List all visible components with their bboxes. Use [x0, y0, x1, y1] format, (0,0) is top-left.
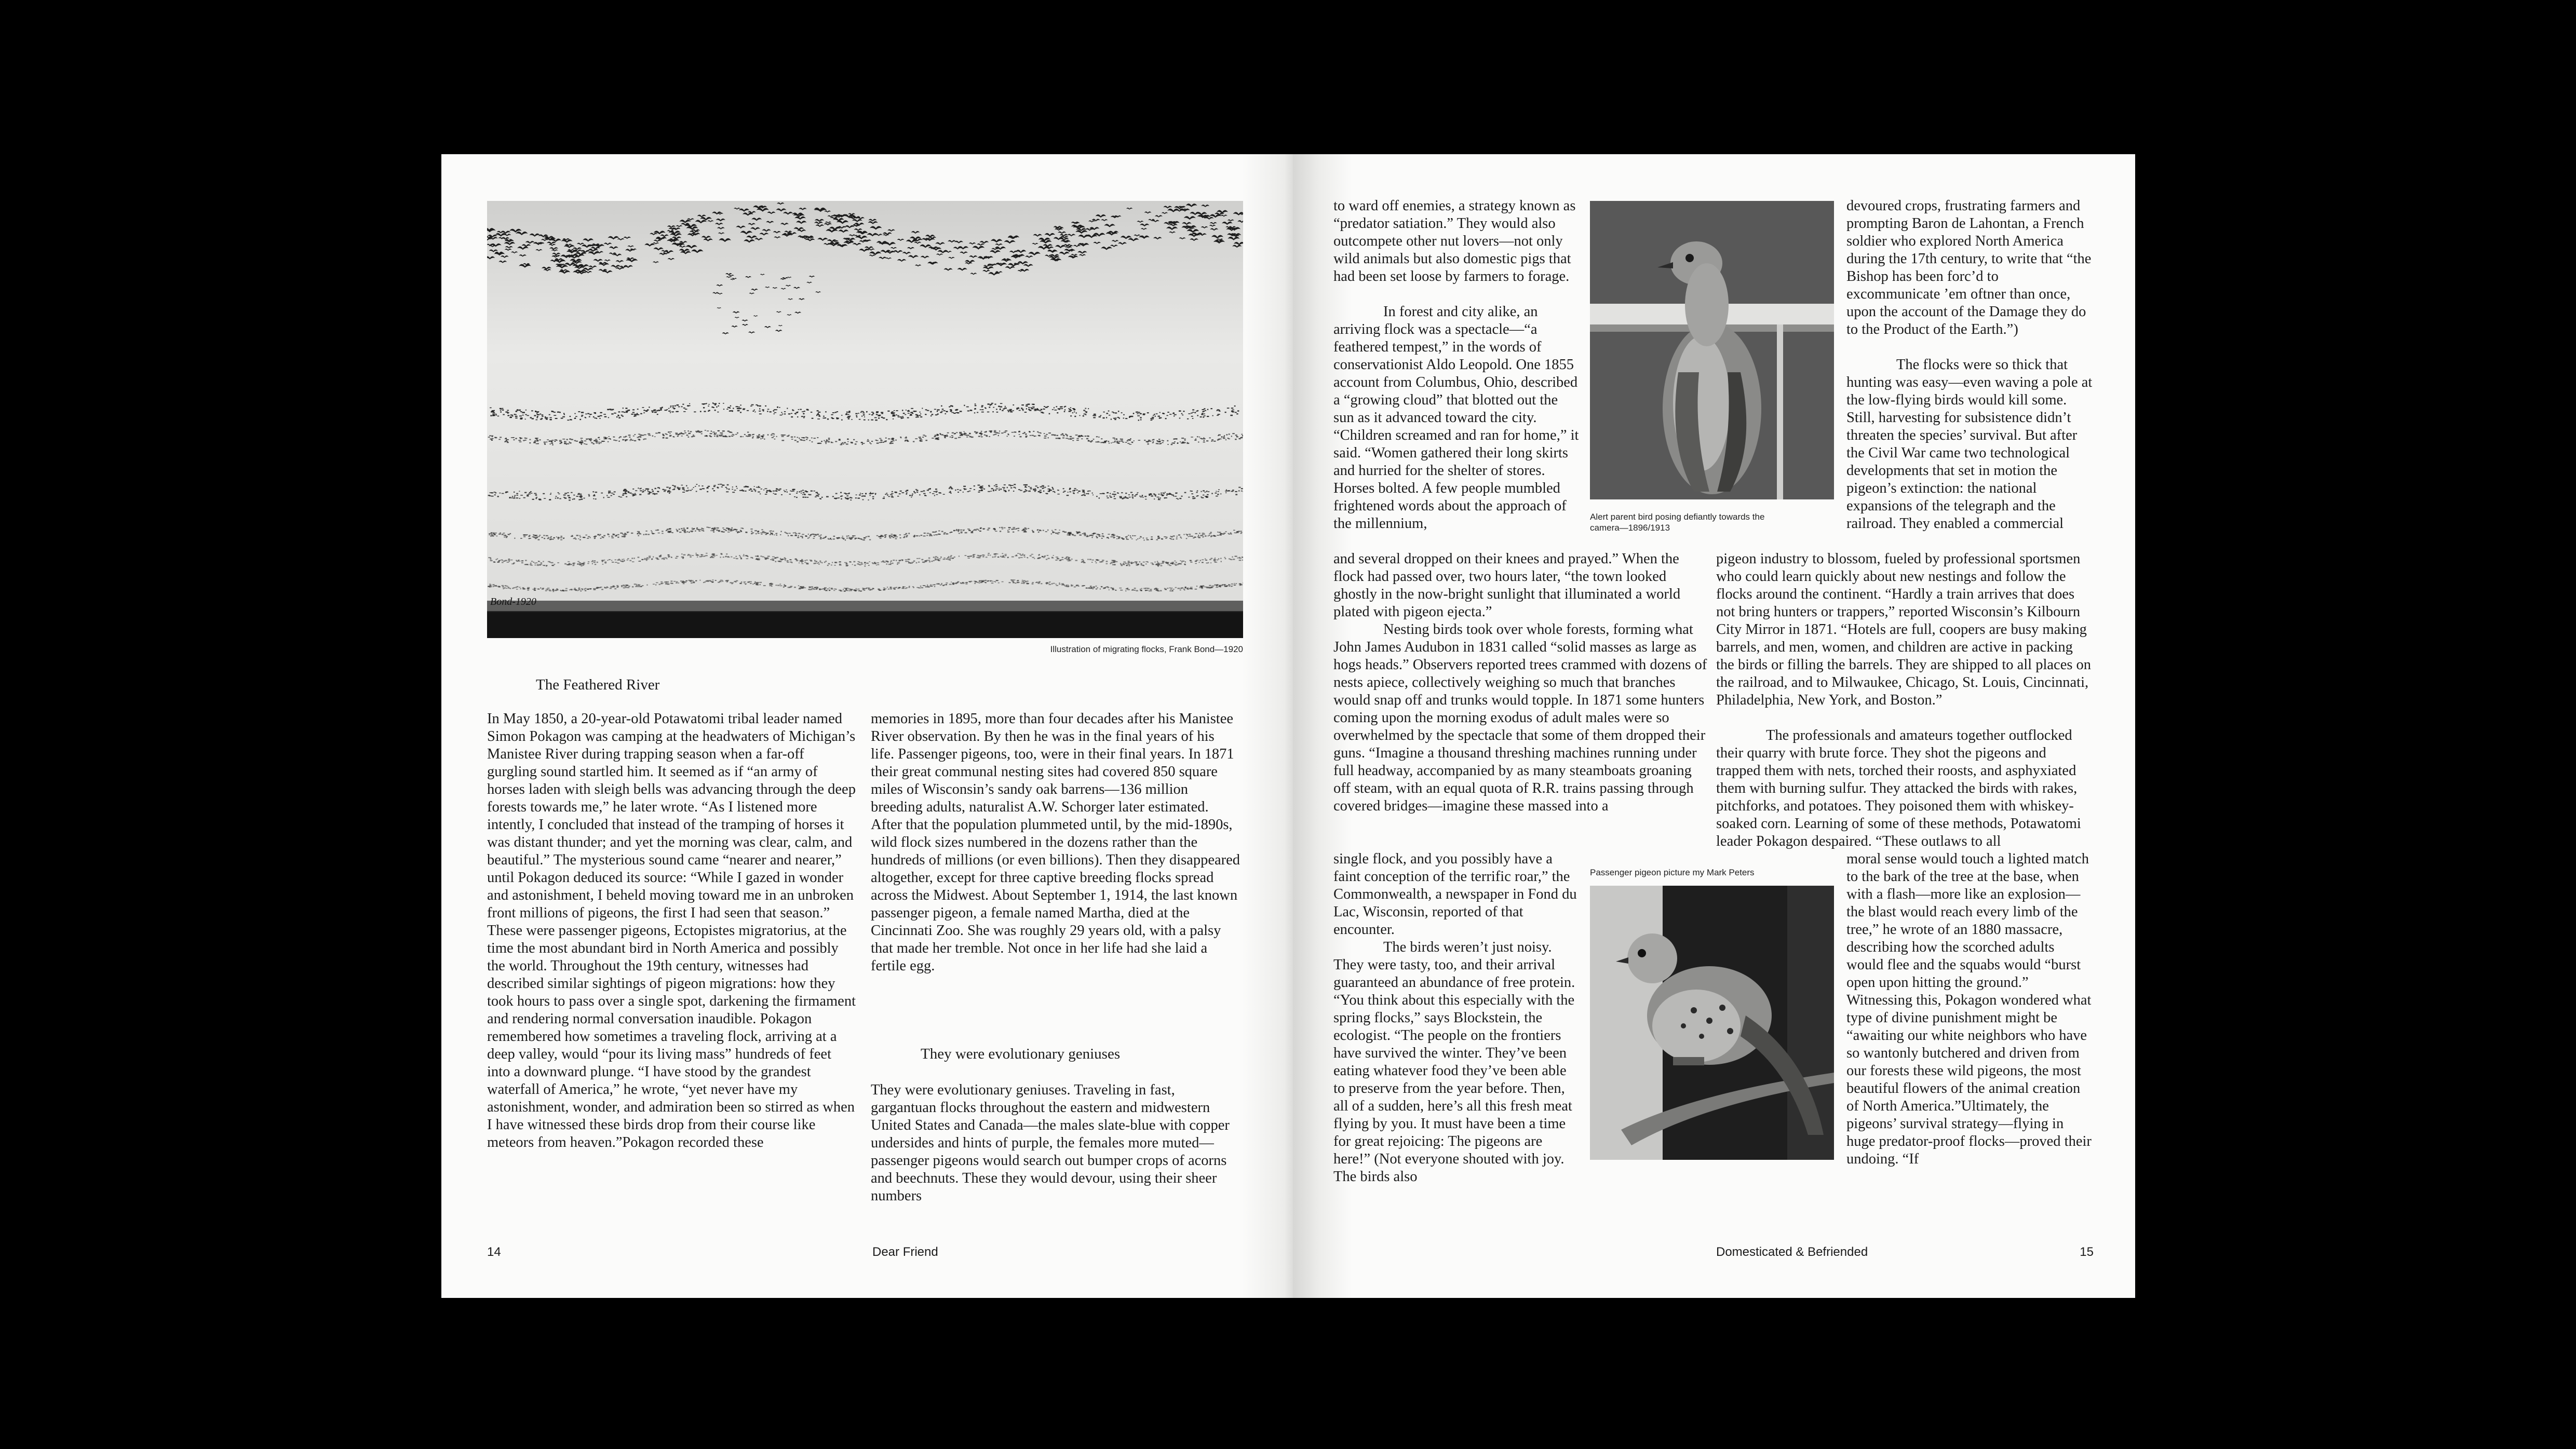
section-title: The Feathered River — [536, 676, 660, 693]
left-column-2b-text: They were evolutionary geniuses. Traveling in fast, gargantuan flocks throughout the eastern and midwestern United States and Canada—the males slate-blue with copper undersides and hints of purple, the females more muted—passenger pigeons would search out bumper crops of acorns and beechnuts. These they would devour, using their sheer numbers — [871, 1082, 1230, 1204]
right-column-3-para-3: The professionals and amateurs together outflocked their quarry with brute force. They shot the pigeons and trapped them with nets, torched their roosts, and asphyxiated them with burning sulfur. They attacked the birds with rakes, pitchforks, and potatoes. They poisoned them with whiskey-soaked corn. Learning of some of these methods, Potawatomi leader Pokagon despaired. “These outlaws to all — [1716, 727, 2081, 849]
pigeon-perched-image — [1590, 886, 1834, 1160]
photo-1-caption: Alert parent bird posing defiantly towards the camera—1896/1913 — [1590, 512, 1765, 533]
pigeon-standing-image — [1590, 201, 1834, 499]
right-column-3-para-3-continued: moral sense would touch a lighted match to the bark of the tree at the base, when with a flash—more like an explosion—the blast would reach every limb of the tree,” he wrote of an 1880 massacre, describing how the scorched adults would flee and the squabs would “burst open upon hitting the ground.” Witnessing this, Pokagon wondered what type of divine punishment might be “awaiting our white neighbors who have so wantonly butchered and driven from our forests these wild pigeons, the most beautiful flowers of the animal creation of North America.”Ultimately, the pigeons’ survival strategy—flying in huge predator-proof flocks—proved their undoing. “If — [1846, 851, 2092, 1167]
right-column-3-para-1: devoured crops, frustrating farmers and prompting Baron de Lahontan, a French soldier who explored North America during the 17th century, to write that “the Bishop has been forc’d to excommunicate ’em oftner than once, upon the account of the Damage they do to the Product of the Earth.”) — [1846, 198, 2092, 337]
illustration-caption: Illustration of migrating flocks, Frank Bond—1920 — [1050, 644, 1243, 654]
right-column-3-para-2-continued: pigeon industry to blossom, fueled by professional sportsmen who could learn quickly about new nestings and follow the flocks around the continent. “Hardly a train arrives that does not bring hunters or trappers,” reported Wisconsin’s Kilbourn City Mirror in 1871. “Hotels are full, coopers are busy making barrels, and men, women, and children are active in packing the birds or filling the barrels. They are shipped to all places on the railroad, and to Milwaukee, Chicago, St. Louis, Cincinnati, Philadelphia, New York, and Boston.” — [1716, 551, 2092, 708]
pigeon-photo-perched — [1590, 886, 1834, 1160]
right-page — [1293, 154, 2135, 1298]
illustration-signature: Bond-1920 — [490, 596, 536, 607]
flock-illustration-image — [487, 201, 1243, 638]
left-column-2-text: memories in 1895, more than four decades after his Manistee River observation. By then he was in the final years of his life. Passenger pigeons, too, were in their final years. In 1871 their great communal nesting sites had covered 850 square miles of Wisconsin’s sandy oak barrens—136 million breeding adults, naturalist A.W. Schorger later estimated. After that the population plummeted until, by the mid-1890s, wild flock sizes numbered in the dozens rather than the hundreds of millions (or even billions). Then they disappeared altogether, except for three captive breeding flocks spread across the Midwest. About September 1, 1914, the last known passenger pigeon, a female named Martha, died at the Cincinnati Zoo. She was roughly 29 years old, with a palsy that made her tremble. Not once in her life had she laid a fertile egg. — [871, 711, 1240, 974]
left-column-1-text: In May 1850, a 20-year-old Potawatomi tribal leader named Simon Pokagon was camping at the headwaters of Michigan’s Manistee River during trapping season when a far-off gurgling sound startled him. It seemed as if “an army of horses laden with sleigh bells was advancing through the deep forests towards me,” he later wrote. “As I listened more intently, I concluded that instead of the tramping of horses it was distant thunder; and yet the morning was clear, calm, and beautiful.” The mysterious sound came “nearer and nearer,” until Pokagon deduced its source: “While I gazed in wonder and astonishment, I beheld moving toward me in an unbroken front millions of pigeons, the first I had seen that season.” These were passenger pigeons, Ectopistes migratorius, at the time the most abundant bird in North America and possibly the world. Throughout the 19th century, witnesses had described similar sightings of pigeon migrations: how they took hours to pass over a single spot, darkening the firmament and rendering normal conversation inaudible. Pokagon remembered how sometimes a traveling flock, arriving at a deep valley, would “pour its living mass” hundreds of feet into a downward plunge. “I have stood by the grandest waterfall of America,” he wrote, “yet never have my astonishment, wonder, and admiration been so stirred as when I have witnessed these birds drop from their course like meteors from heaven.”Pokagon recorded these — [487, 711, 856, 1150]
running-title-left: Dear Friend — [872, 1245, 938, 1259]
right-column-1-para-3: Nesting birds took over whole forests, forming what John James Audubon in 1831 called “solid masses as large as hogs heads.” Observers reported trees crammed with dozens of nests apiece, collectively weighing so much that branches would snap off and trunks would topple. In 1871 some hunters coming upon the morning exodus of adult males were so overwhelmed by the spectacle that some of them dropped their guns. “Imagine a thousand threshing machines running under full headway, accompanied by as many steamboats groaning off steam, with an equal quota of R.R. trains passing through covered bridges—imagine these massed into a — [1333, 621, 1707, 814]
right-column-1-para-2-continued: and several dropped on their knees and prayed.” When the flock had passed over, two hours later, “the town looked ghostly in the now-bright sunlight that illuminated a world plated with pigeon ejecta.” — [1333, 551, 1681, 620]
right-column-1-para-3-continued: single flock, and you possibly have a faint conception of the terrific roar,” the Commonwealth, a newspaper in Fond du Lac, Wisconsin, reported of that encounter. — [1333, 851, 1577, 938]
flock-illustration — [487, 201, 1243, 638]
subheading: They were evolutionary geniuses — [921, 1046, 1121, 1062]
left-page — [441, 154, 1293, 1298]
photo-2-caption: Passenger pigeon picture my Mark Peters — [1590, 868, 1755, 877]
page-number-left: 14 — [487, 1245, 501, 1259]
page-number-right: 15 — [2080, 1245, 2094, 1259]
right-column-3-para-2: The flocks were so thick that hunting was easy—even waving a pole at the low-flying birds would kill some. Still, harvesting for subsistence didn’t threaten the species’ survival. But after the Civil War came two technological developments that set in motion the pigeon’s extinction: the national expansions of the telegraph and the railroad. They enabled a commercial — [1846, 357, 2093, 532]
pigeon-photo-standing — [1590, 201, 1834, 499]
running-title-right: Domesticated & Befriended — [1716, 1245, 1868, 1259]
right-column-1-para-4: The birds weren’t just noisy. They were tasty, too, and their arrival guaranteed an abundance of free protein. “You think about this especially with the spring flocks,” says Blockstein, the ecologist. “The people on the frontiers have survived the winter. They’ve been eating whatever food they’ve been able to preserve from the year before. Then, all of a sudden, here’s all this fresh meat flying by you. It must have been a time for great rejoicing: The pigeons are here!” (Not everyone shouted with joy. The birds also — [1333, 939, 1575, 1185]
right-column-1-para-1: to ward off enemies, a strategy known as “predator satiation.” They would also outcompete other nut lovers—not only wild animals but also domestic pigs that had been set loose by farmers to forage. — [1333, 198, 1576, 285]
right-column-1-para-2: In forest and city alike, an arriving flock was a spectacle—“a feathered tempest,” in the words of conservationist Aldo Leopold. One 1855 account from Columbus, Ohio, described a “growing cloud” that blotted out the sun as it advanced toward the city. “Children screamed and ran for home,” it said. “Women gathered their long skirts and hurried for the shelter of stores. Horses bolted. A few people mumbled frightened words about the approach of the millennium, — [1333, 304, 1579, 532]
